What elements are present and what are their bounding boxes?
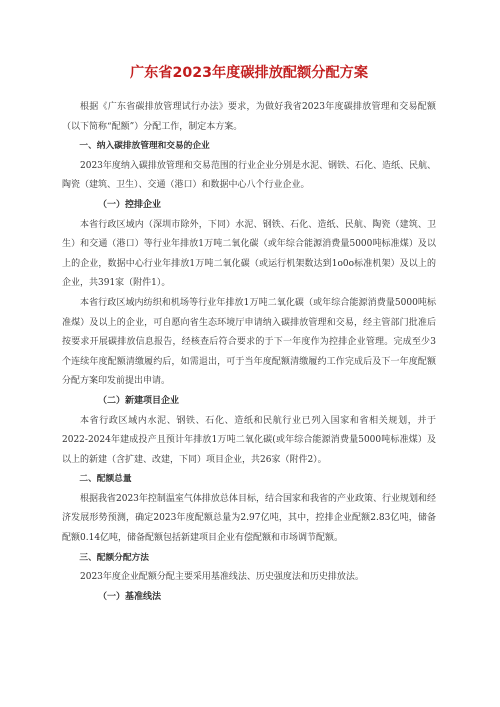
section-1-sub-1-paragraph-2: 本省行政区域内纺织和机场等行业年排放1万吨二氧化碳（或年综合能源消费量5000吨标准煤）及以上的企业，可自愿向省生态环境厅申请纳入碳排放管理和交易，经主管部门批准后按要求开展碳排放信息报告，经核查后符合要求的于下一年度作为控排企业管理。完成至少3个连续年度配额清缴履约后，如需退出，可于当年度配额清缴履约工作完成后及下一年度配额分配方案印发前提出申请。 bbox=[62, 297, 436, 387]
section-1-paragraph: 2023年度纳入碳排放管理和交易范围的行业企业分别是水泥、钢铁、石化、造纸、民航、陶瓷（建筑、卫生）、交通（港口）和数据中心八个行业企业。 bbox=[62, 160, 436, 191]
section-1-sub-2-paragraph: 本省行政区域内水泥、钢铁、石化、造纸和民航行业已列入国家和省相关规划，并于2022-2024年建成投产且预计年排放1万吨二氧化碳(或年综合能源消费量5000吨标准煤）及以上的新建（含扩建、改建，下同）项目企业，共26家（附件2）。 bbox=[62, 415, 436, 465]
section-1-heading: 一、纳入碳排放管理和交易的企业 bbox=[79, 141, 210, 152]
section-2-heading: 二、配额总量 bbox=[79, 474, 132, 485]
intro-paragraph: 根据《广东省碳排放管理试行办法》要求，为做好我省2023年度碳排放管理和交易配额（以下简称“配额”）分配工作，制定本方案。 bbox=[62, 102, 436, 132]
section-1-sub-2-heading: （二）新建项目企业 bbox=[98, 395, 180, 406]
section-3-sub-1-heading: （一）基准线法 bbox=[98, 591, 162, 602]
section-1-sub-1-heading: （一）控排企业 bbox=[98, 199, 162, 210]
document-title: 广东省2023年度碳排放配额分配方案 bbox=[129, 65, 369, 81]
section-1-sub-1-paragraph-1: 本省行政区域内（深圳市除外，下同）水泥、钢铁、石化、造纸、民航、陶瓷（建筑、卫生）和交通（港口）等行业年排放1万吨二氧化碳（或年综合能源消费量5000吨标准煤）及以上的企业，数据中心行业年排放1万吨二氧化碳（或运行机架数达到1o0o标准机架）及以上的企业，共391家（附件1）。 bbox=[62, 219, 436, 289]
section-3-paragraph: 2023年度企业配额分配主要采用基准线法、历史强度法和历史排放法。 bbox=[80, 572, 364, 583]
section-2-paragraph: 根据我省2023年控制温室气体排放总体目标，结合国家和我省的产业政策、行业规划和经济发展形势预测，确定2023年度配额总量为2.97亿吨，其中，控排企业配额2.83亿吨，储备配额0.14亿吨，储备配额包括新建项目企业有偿配额和市场调节配额。 bbox=[62, 493, 436, 544]
section-3-heading: 三、配额分配方法 bbox=[79, 552, 149, 563]
